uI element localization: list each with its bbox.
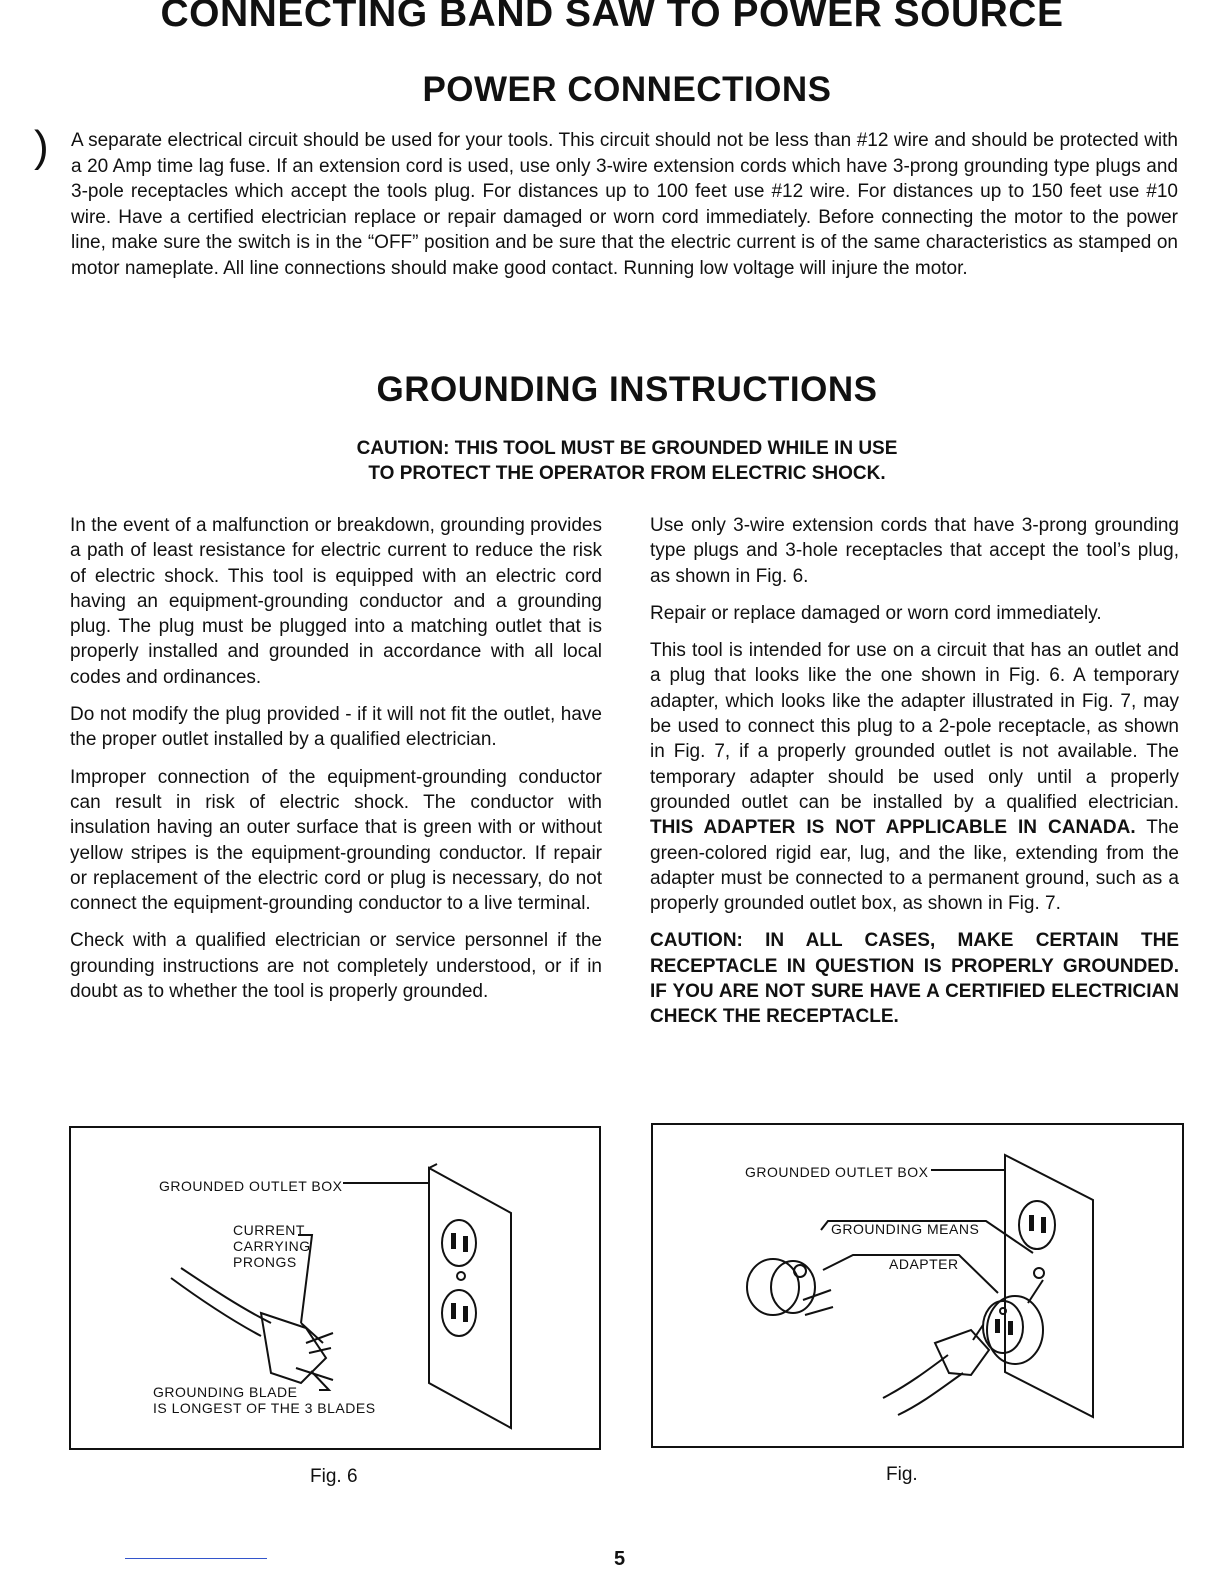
grounding-caution-line-2: TO PROTECT THE OPERATOR FROM ELECTRIC SHOCK. xyxy=(368,463,886,484)
fig6-prongs-label-3: PRONGS xyxy=(233,1254,297,1270)
canada-notice: THIS ADAPTER IS NOT APPLICABLE IN CANADA. xyxy=(650,817,1136,839)
power-connections-heading: POWER CONNECTIONS xyxy=(422,70,832,109)
fig6-prongs-label-2: CARRYING xyxy=(233,1238,311,1254)
fig6-blade-label-2: IS LONGEST OF THE 3 BLADES xyxy=(153,1400,376,1416)
right-paragraph-3 xyxy=(650,638,1179,916)
left-paragraph-4: Check with a qualified electrician or service personnel if the grounding instructions are not completely understood, or if in doubt as to whether the tool is properly grounded. xyxy=(70,930,602,1003)
left-paragraph-1: In the event of a malfunction or breakdown, grounding provides a path of least resistance for electric current to reduce the risk of electric shock. This tool is equipped with an electric cord having an equipment-grounding conductor and a grounding plug. The plug must be plugged into a matching outlet that is properly installed and grounded in accordance with all local codes and ordinances. xyxy=(70,515,602,688)
fig6-outlet-box-label: GROUNDED OUTLET BOX xyxy=(159,1178,343,1194)
fig7-adapter-label: ADAPTER xyxy=(889,1256,959,1272)
right-paragraph-3-part-a: This tool is intended for use on a circuit that has an outlet and a plug that looks like the one shown in Fig. 6. A temporary adapter, which looks like the adapter illustrated in Fig. 7, may be used to connect this plug to a 2-pole receptacle, as shown in Fig. 7, if a properly grounded outlet is not available. The temporary adapter should be used only until a properly grounded outlet can be installed by a qualified electrician. xyxy=(650,640,1179,813)
figure-7 xyxy=(651,1123,1184,1448)
right-paragraph-1: Use only 3-wire extension cords that have 3-prong grounding type plugs and 3-hole receptacles that accept the tool’s plug, as shown in Fig. 6. xyxy=(650,515,1179,587)
right-paragraph-2: Repair or replace damaged or worn cord immediately. xyxy=(650,602,1102,624)
fig7-grounding-means-label: GROUNDING MEANS xyxy=(831,1221,980,1237)
grounding-left-column xyxy=(70,513,602,1016)
figure-6 xyxy=(69,1126,601,1450)
left-paragraph-3: Improper connection of the equipment-grounding conductor can result in risk of electric shock. The conductor with insulation having an outer surface that is green with or without yellow stripes is the equipment-grounding conductor. If repair or replacement of the electric cord or plug is necessary, do not connect the equipment-grounding conductor to a live terminal. xyxy=(70,766,602,915)
fig6-prongs-label-1: CURRENT xyxy=(233,1222,305,1238)
receptacle-caution: CAUTION: IN ALL CASES, MAKE CERTAIN THE RECEPTACLE IN QUESTION IS PROPERLY GROUNDED. IF YOU ARE NOT SURE HAVE A CERTIFIED ELECTRICIAN CHECK THE RECEPTACLE. xyxy=(650,930,1179,1028)
grounding-caution-line-1: CAUTION: THIS TOOL MUST BE GROUNDED WHILE IN USE xyxy=(356,438,898,459)
fig6-blade-label-1: GROUNDING BLADE xyxy=(153,1384,298,1400)
left-paragraph-2: Do not modify the plug provided - if it will not fit the outlet, have the proper outlet installed by a qualified electrician. xyxy=(70,704,602,751)
power-connections-body xyxy=(71,128,1178,293)
footer-rule xyxy=(125,1558,267,1559)
page-number: 5 xyxy=(614,1548,626,1570)
fig7-outlet-box-label: GROUNDED OUTLET BOX xyxy=(745,1164,929,1180)
margin-bracket-mark: ) xyxy=(34,122,49,171)
page-title: CONNECTING BAND SAW TO POWER SOURCE xyxy=(160,0,1064,35)
grounding-caution xyxy=(0,436,1224,486)
grounding-right-column xyxy=(650,513,1179,1042)
grounding-instructions-heading: GROUNDING INSTRUCTIONS xyxy=(376,370,878,409)
fig6-caption: Fig. 6 xyxy=(310,1466,358,1487)
right-paragraph-3-part-b: The green-colored rigid ear, lug, and the like, extending from the adapter must be connected to a permanent ground, such as a properly grounded outlet box, as shown in Fig. 7. xyxy=(650,817,1179,915)
fig7-caption: Fig. xyxy=(886,1464,918,1485)
power-connections-text: A separate electrical circuit should be used for your tools. This circuit should not be less than #12 wire and should be protected with a 20 Amp time lag fuse. If an extension cord is used, use only 3-wire extension cords which have 3-prong grounding type plugs and 3-pole receptacles which accept the tools plug. For distances up to 100 feet use #12 wire. For distances up to 150 feet use #10 wire. Have a certified electrician replace or repair damaged or worn cord immediately. Before connecting the motor to the power line, make sure the switch is in the “OFF” position and be sure that the electric current is of the same characteristics as stamped on motor nameplate. All line connections should make good contact. Running low voltage will injure the motor. xyxy=(71,130,1178,279)
